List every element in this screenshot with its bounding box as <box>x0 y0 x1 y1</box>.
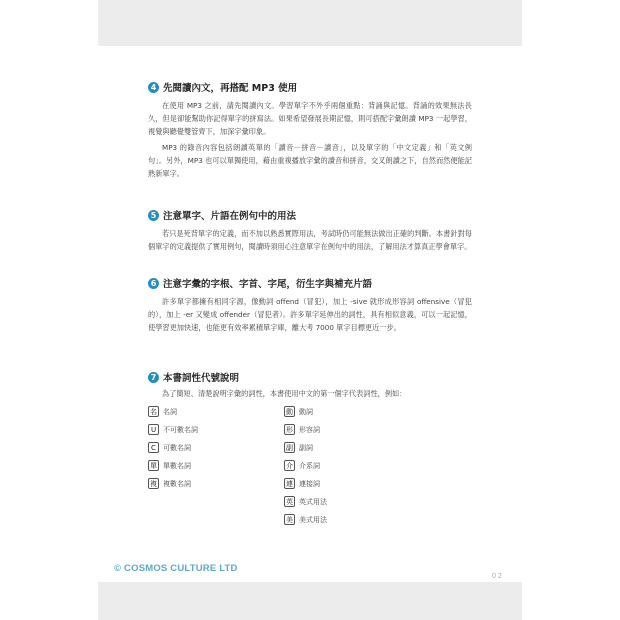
section-7 <box>148 370 472 401</box>
publisher-brand: © COSMOS CULTURE LTD <box>114 563 238 574</box>
pos-label: 可數名詞 <box>163 443 191 452</box>
pos-item <box>284 496 327 507</box>
section-6 <box>148 276 472 334</box>
pos-code-box: 美 <box>286 515 293 524</box>
section-heading: 注意單字、片語在例句中的用法 <box>163 211 297 222</box>
pos-item <box>148 460 191 471</box>
pos-label: 副詞 <box>299 443 313 452</box>
pos-code-box: U <box>148 424 159 435</box>
pos-code-box: 副 <box>286 443 293 452</box>
paragraph: 許多單字都擁有相同字源，像動詞 offend（冒犯），加上 -sive 就形成形容詞 offensive（冒犯的），加上 -er 又變成 offender（冒犯者）。許多單字延伸出的詞性，具有相似意義，可以一起記憶，使學習更加快速，也能更有效率累積單字庫，離大考 7000 單字目標更近一步。 <box>148 297 472 332</box>
section-4 <box>148 80 472 181</box>
pos-code-box: 複 <box>150 479 157 488</box>
pos-code-box: 形 <box>286 425 293 434</box>
paragraph: 若只是死背單字的定義，而不加以熟悉實際用法，考試時仍可能無法做出正確的判斷。本書針對每個單字的定義提供了實用例句，閱讀時須用心注意單字在例句中的用法，了解用法才算真正學會單字。 <box>148 229 472 251</box>
pos-label: 複數名詞 <box>163 479 191 488</box>
pos-item <box>284 424 320 435</box>
section-heading: 先閱讀內文，再搭配 MP3 使用 <box>163 83 298 94</box>
pos-item <box>148 442 191 453</box>
pos-item <box>284 460 320 471</box>
section-number-badge: 6 <box>148 278 159 289</box>
pos-code-box: 連 <box>286 479 293 488</box>
section-heading: 本書詞性代號說明 <box>163 373 240 384</box>
section-number-badge: 4 <box>148 82 159 93</box>
pos-code-box: 英 <box>286 497 293 506</box>
pos-label: 介系詞 <box>299 461 320 470</box>
section-title <box>148 370 472 384</box>
pos-label: 名詞 <box>163 407 177 416</box>
pos-code-box: 介 <box>286 461 293 470</box>
paragraph: MP3 的錄音內容包括朗讀英單的「讀音－拼音－讀音」，以及單字的「中文定義」和「英文例句」。另外，MP3 也可以單獨使用，藉由重複播放字彙的讀音和拼音，交叉朗讀之下，自然而然便能記熟新單字。 <box>148 143 472 178</box>
pos-label: 連接詞 <box>299 479 320 488</box>
pos-item <box>148 406 177 417</box>
section-title <box>148 276 472 290</box>
pos-label: 單數名詞 <box>163 461 191 470</box>
pos-code-box: 名 <box>150 407 157 416</box>
pos-item <box>284 442 313 453</box>
paragraph: 為了簡短、清楚說明字彙的詞性，本書使用中文的第一個字代表詞性，例如： <box>162 389 407 398</box>
pos-item <box>284 514 327 525</box>
pos-item <box>284 406 313 417</box>
pos-code-box: C <box>148 442 159 453</box>
pos-label: 英式用法 <box>299 497 327 506</box>
section-title <box>148 80 472 94</box>
bottom-band <box>98 582 522 620</box>
pos-item <box>148 478 191 489</box>
page-number: 0 2 <box>492 573 502 580</box>
section-number-badge: 7 <box>148 372 159 383</box>
top-band <box>98 0 522 46</box>
pos-label: 不可數名詞 <box>163 425 198 434</box>
pos-label: 美式用法 <box>299 515 327 524</box>
pos-code-box: 動 <box>286 407 293 416</box>
section-5 <box>148 208 472 254</box>
pos-code-box: 單 <box>150 461 157 470</box>
section-heading: 注意字彙的字根、字首、字尾，衍生字與補充片語 <box>163 279 373 290</box>
section-number-badge: 5 <box>148 210 159 221</box>
paragraph: 在使用 MP3 之前，請先閱讀內文。學習單字不外乎兩個重點：背誦與記憶。背誦的效果無法長久，但是卻能幫助你記得單字的拼寫法。如果希望發展長期記憶，則可搭配字彙朗讀 MP3 一起學習，視覺與聽覺雙管齊下，加深字彙印象。 <box>148 101 472 136</box>
pos-item <box>148 424 198 435</box>
pos-label: 形容詞 <box>299 425 320 434</box>
section-title <box>148 208 472 222</box>
pos-label: 動詞 <box>299 407 313 416</box>
pos-item <box>284 478 320 489</box>
